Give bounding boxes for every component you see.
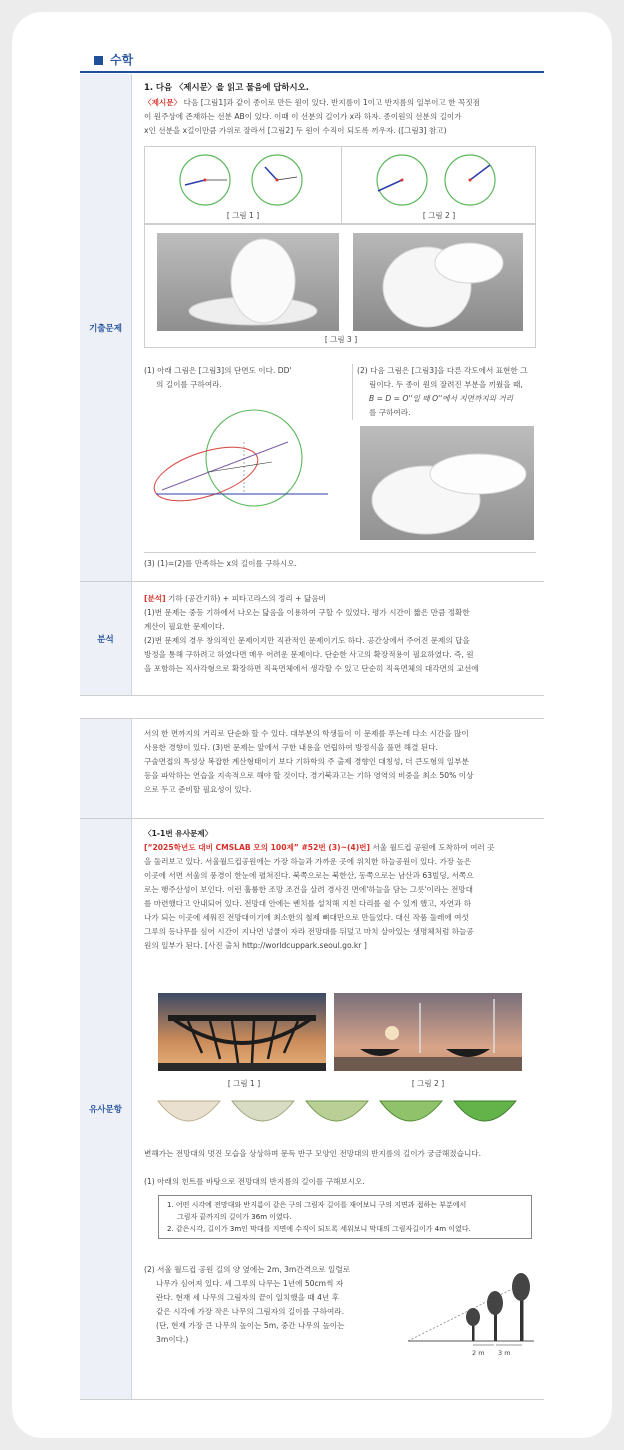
analysis-line: (2)번 문제의 경우 창의적인 문제이지만 직관적인 문제이기도 하다. 공간상에서 주어진 문제의 답을 xyxy=(144,636,470,645)
section-header xyxy=(80,50,544,72)
analysis-cont-line: 사용한 경향이 있다. (3)번 문제는 앞에서 구한 내용을 연립하여 방정식을 풀면 해결 된다. xyxy=(144,743,438,752)
similar-line: 원의 일부가 된다. [사진 출처 http://worldcuppark.seoul.go.kr ] xyxy=(144,941,367,950)
q1-title: 1. 다음 〈제시문〉을 읽고 물음에 답하시오. xyxy=(144,82,309,92)
analysis-line: (1)번 문제는 중등 기하에서 나오는 닮음을 이용하여 구할 수 있었다. 평가 시간이 짧은 만큼 정확한 xyxy=(144,608,470,617)
similar-source: [“2025학년도 대비 CMSLAB 모의 100제” #52번 (3)~(4)번] xyxy=(144,843,370,852)
observatory-photo-2 xyxy=(334,993,522,1071)
fig2-caption: [ 그림 2 ] xyxy=(422,211,456,220)
fig1-caption: [ 그림 1 ] xyxy=(226,211,260,220)
exam-label: 기출문제 xyxy=(80,74,132,581)
similar-section xyxy=(80,819,544,1400)
q2-line: 란다. 현재 세 나무의 그림자의 끝이 일치했을 때 4년 후 xyxy=(156,1293,340,1302)
hint-line: 2. 같은시각, 길이가 3m인 막대를 지면에 수직이 되도록 세워보니 막대의 그림자길이가 4m 이였다. xyxy=(167,1225,471,1233)
exam-body xyxy=(144,74,536,581)
tree-middle xyxy=(487,1291,503,1341)
observatory-photo-1 xyxy=(158,993,326,1071)
similar-line: 를 마련했다고 안내되어 있다. 전망대 안에는 벤치를 설치해 지친 다리를 쉴 수 있게 했고, 자연과 하 xyxy=(144,899,472,908)
tree-tall xyxy=(512,1273,530,1341)
hint-box xyxy=(158,1195,532,1239)
paper-circles-photo-2 xyxy=(353,233,523,331)
observatory-growth-sequence xyxy=(154,1097,526,1135)
analysis-section xyxy=(80,582,544,696)
analysis-cont-line: 서의 한 면까지의 거리로 단순화 할 수 있다. 대부분의 학생들이 이 문제를 푸는데 다소 시간을 많이 xyxy=(144,729,469,738)
gap-label-2: 3 m xyxy=(498,1349,511,1357)
similar-text xyxy=(144,841,536,953)
figure-row-3 xyxy=(144,224,536,348)
fig3-caption: [ 그림 3 ] xyxy=(324,335,358,344)
similar-q2 xyxy=(144,1263,400,1347)
similar-label: 유사문항 xyxy=(80,819,132,1399)
analysis-cont-line: 으로 두고 준비할 필요성이 있다. xyxy=(144,785,252,794)
section-square-icon xyxy=(94,56,103,65)
q1-line: 다음 [그림1]과 같이 종이로 만든 원이 있다. 반지름이 1이고 반지름의 일부이고 한 꼭짓점 xyxy=(183,98,480,107)
sub2-line: 를 구하여라. xyxy=(369,408,411,417)
similar-fig1-caption: [ 그림 1 ] xyxy=(227,1079,261,1088)
analysis-body xyxy=(144,592,536,695)
analysis-cont-line: 등을 파악하는 연습을 지속적으로 해야 할 것이다. 경기북과고는 기하 영역의 비중을 최소 50% 이상 xyxy=(144,771,474,780)
q2-line: (2) 서울 월드컵 공원 길의 양 옆에는 2m, 3m간격으로 일렬로 xyxy=(144,1265,351,1274)
hint-line: 1. 어떤 시각에 전망대와 반지름이 같은 구의 그림자 길이를 재어보니 구의 지면과 접하는 부분에서 xyxy=(167,1201,467,1209)
similar-change-text: 변해가는 전망대의 멋진 모습을 상상하며 문득 반구 모양인 전망대의 반지름의 길이가 궁금해졌습니다. xyxy=(144,1149,482,1158)
similar-fig2-caption: [ 그림 2 ] xyxy=(411,1079,445,1088)
analysis-line: 계산이 필요한 문제이다. xyxy=(144,622,225,631)
paper-circles-photo-1 xyxy=(157,233,339,331)
sub2-line: 림이다. 두 종이 원의 잘려진 부분을 끼웠을 때, xyxy=(369,380,523,389)
exam-section xyxy=(80,74,544,582)
similar-line: 서울 월드컵 공원에 도착하여 여러 곳 xyxy=(369,843,495,852)
similar-title: 〈1-1번 유사문제〉 xyxy=(144,829,213,838)
sub-question-2 xyxy=(352,364,540,420)
analysis-cont-body xyxy=(144,727,536,818)
q1-tag: 〈제시문〉 xyxy=(144,98,182,107)
analysis-tag: [분석] xyxy=(144,594,166,603)
analysis-cont-section xyxy=(80,719,544,819)
sub1-line: 의 길이를 구하여라. xyxy=(156,380,222,389)
similar-body xyxy=(144,827,536,1399)
tree-shadow-diagram xyxy=(402,1271,536,1355)
sub1-line: (1) 아래 그림은 [그림3]의 단면도 이다. DD' xyxy=(144,366,292,375)
analysis-line: 을 포함하는 직사각형으로 확장하면 직육면체에서 생각할 수 있고 단순히 직육면체의 대각면의 교선에 xyxy=(144,664,479,673)
figure-row-1 xyxy=(144,146,536,224)
q2-line: (단, 현재 가장 큰 나무의 높이는 5m, 중간 나무의 높이는 xyxy=(156,1321,345,1330)
sub2-line: B = D = O''일 때 O''에서 지면까지의 거리 xyxy=(369,394,514,403)
analysis-head: 기하 (공간기하) + 피타고라스의 정리 + 닮음비 xyxy=(165,594,326,603)
similar-line: 을 둘러보고 있다. 서울월드컵공원에는 가장 하늘과 가까운 곳에 위치한 하늘공원이 있다. 가장 높은 xyxy=(144,857,472,866)
similar-line: 그루의 등나무를 심어 시간이 지나면 넝쿨이 자라 전망대를 뒤덮고 마치 살아있는 생명체처럼 하늘공 xyxy=(144,927,474,936)
cross-section-diagram xyxy=(148,402,336,514)
tree-small xyxy=(466,1308,480,1341)
paper-circles-photo-3 xyxy=(360,426,534,540)
q1-text xyxy=(144,96,536,138)
analysis-cont-line: 구술면접의 특성상 복잡한 계산형태이기 보다 기하학의 주 출제 경향인 대칭성, 더 큰도형의 일부분 xyxy=(144,757,469,766)
sub-question-1 xyxy=(144,364,332,392)
header-rule xyxy=(80,71,544,73)
similar-q1: (1) 아래의 힌트를 바탕으로 전망대의 반지름의 길이를 구해보시오. xyxy=(144,1177,365,1186)
hint-line: 그림자 끝까지의 길이가 36m 이였다. xyxy=(177,1213,292,1221)
analysis-line: 방정을 통해 구하려고 하였다면 매우 어려운 문제이다. 단순한 사고의 확장적용이 필요하였다. 즉, 원 xyxy=(144,650,474,659)
q1-line: x인 선분을 x길이만큼 가위로 잘라서 [그림2] 두 원이 수직이 되도록 끼우자. ([그림3] 참고) xyxy=(144,126,447,135)
q1-line: 이 원주상에 존재하는 선분 AB이 있다. 이때 이 선분의 길이가 x라 하자. 종이원의 선분의 길이가 xyxy=(144,112,462,121)
q2-line: 나무가 심어져 있다. 세 그루의 나무는 1년에 50cm씩 자 xyxy=(156,1279,344,1288)
analysis-cont-label xyxy=(80,719,132,818)
similar-line: 나가 되는 이곳에 세워진 전망대이기에 최소한의 철제 뼈대만으로 만들었다. 대신 작품 둘레에 여섯 xyxy=(144,913,469,922)
similar-line: 로는 행주산성이 보인다. 이런 훌륭한 조망 조건을 살려 경사진 면에'하늘을 담는 그릇'이라는 전망대 xyxy=(144,885,473,894)
sub2-line: (2) 다음 그림은 [그림3]을 다른 각도에서 표현한 그 xyxy=(357,366,528,375)
gap-label-1: 2 m xyxy=(472,1349,485,1357)
q2-line: 3m이다.) xyxy=(156,1335,189,1344)
analysis-label: 분석 xyxy=(80,582,132,695)
q2-line: 같은 시각에 가장 작은 나무의 그림자의 길이를 구하여라. xyxy=(156,1307,345,1316)
sub-question-3: (3) (1)=(2)를 만족하는 x의 길이를 구하시오. xyxy=(144,552,536,571)
section-title: 수학 xyxy=(110,53,134,67)
similar-line: 이곳에 서면 서울의 풍경이 한눈에 펼쳐진다. 북쪽으로는 북한산, 동쪽으로는 남산과 63빌딩, 서쪽으 xyxy=(144,871,474,880)
